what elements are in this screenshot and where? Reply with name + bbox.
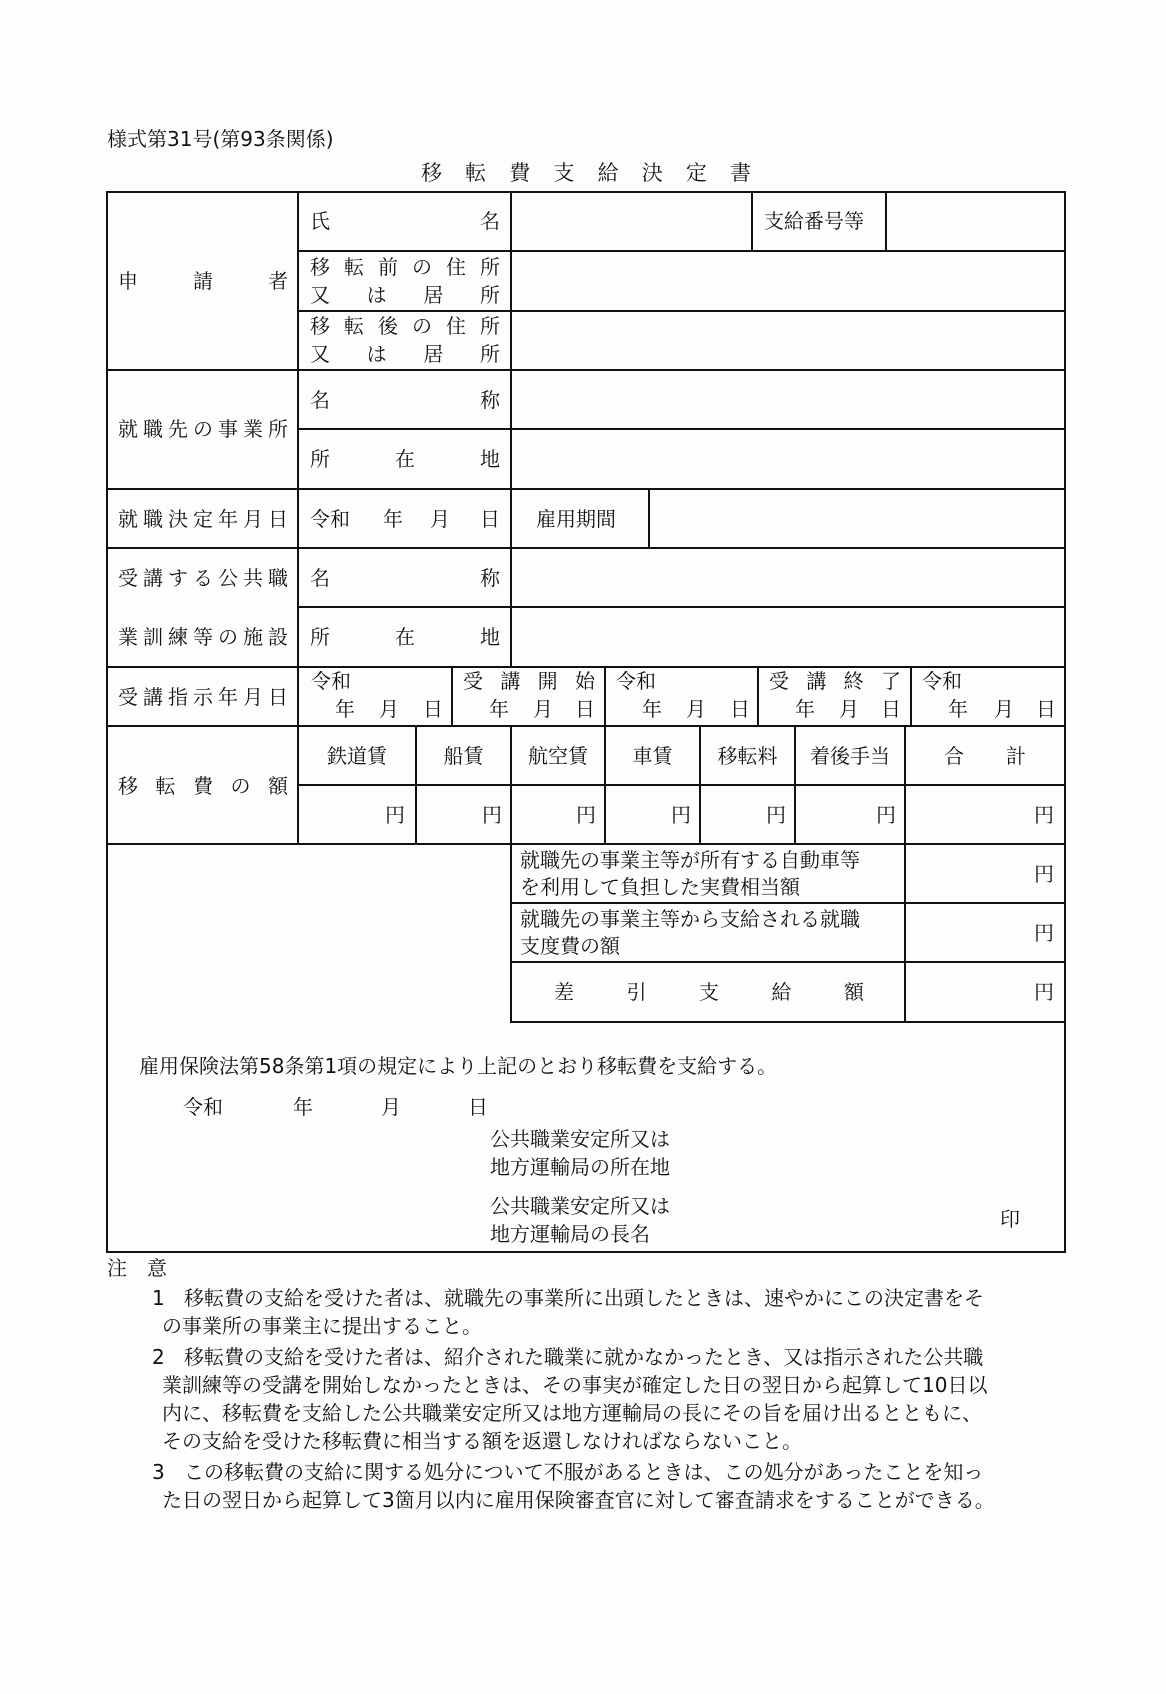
net-payment-amount-field[interactable]: 円 <box>1034 980 1054 1004</box>
divider <box>106 488 1066 490</box>
divider <box>510 488 512 549</box>
divider <box>106 547 1066 549</box>
ship-fare-amount-field[interactable]: 円 <box>482 803 502 827</box>
relocation-cost-label: 移 転 費 の 額 <box>118 774 288 798</box>
divider <box>510 902 1065 904</box>
training-instruction-date-label: 受 講 指 示 年 月 日 <box>118 685 288 709</box>
notes-heading: 注 意 <box>107 1256 167 1280</box>
divider <box>297 250 1065 252</box>
table-border-left <box>106 191 108 1253</box>
moving-fee-amount-field[interactable]: 円 <box>766 803 786 827</box>
preparation-allowance-label-line1: 就職先の事業主等から支給される就職 <box>520 907 860 931</box>
address-before-field[interactable] <box>516 258 1060 304</box>
decision-date-month: 月 <box>381 1095 401 1119</box>
employment-period-field[interactable] <box>654 496 1060 542</box>
seal-mark: 印 <box>1000 1207 1020 1231</box>
facility-location-field[interactable] <box>516 614 1060 660</box>
vehicle-expense-label-line1: 就職先の事業主等が所有する自動車等 <box>520 848 860 872</box>
column-header-total: 合 計 <box>944 744 1026 768</box>
divider <box>297 428 1065 430</box>
column-header-air-fare: 航空賃 <box>528 744 588 768</box>
employer-location-field[interactable] <box>516 436 1060 482</box>
divider <box>106 843 1066 845</box>
office-address-label-line1: 公共職業安定所又は <box>490 1127 670 1151</box>
employment-decision-date-label: 就 職 決 定 年 月 日 <box>118 507 288 531</box>
table-border-bottom <box>106 1251 1066 1253</box>
employer-section-label: 就 職 先 の 事 業 所 <box>118 417 288 441</box>
preparation-allowance-amount-field[interactable]: 円 <box>1034 921 1054 945</box>
column-header-vehicle-fare: 車賃 <box>632 744 673 768</box>
address-after-label-line1: 移 転 後 の 住 所 <box>310 314 500 338</box>
total-amount-field[interactable]: 円 <box>1034 803 1054 827</box>
air-fare-amount-field[interactable]: 円 <box>576 803 596 827</box>
arrival-allowance-amount-field[interactable]: 円 <box>876 803 896 827</box>
divider <box>751 191 753 251</box>
divider <box>510 1021 1065 1023</box>
decision-date-day: 日 <box>468 1095 488 1119</box>
training-facility-label-line2: 業 訓 練 等 の 施 設 <box>118 625 288 649</box>
vehicle-fare-amount-field[interactable]: 円 <box>671 803 691 827</box>
training-end-date-value[interactable]: 令和 年 月 日 <box>922 669 1056 721</box>
divider <box>510 191 512 489</box>
facility-name-label: 名 称 <box>310 566 500 590</box>
decision-statement: 雇用保険法第58条第1項の規定により上記のとおり移転費を支給する。 <box>139 1054 778 1078</box>
divider <box>648 488 650 549</box>
training-start-label: 受 講 開 始 <box>463 669 595 693</box>
divider <box>297 310 1065 312</box>
document-title: 移 転 費 支 給 決 定 書 <box>421 161 751 185</box>
facility-name-field[interactable] <box>516 555 1060 601</box>
training-end-date-field[interactable]: 受 講 終 了 年 月 日 <box>769 669 901 721</box>
divider <box>106 369 1066 371</box>
employer-name-label: 名 称 <box>310 388 500 412</box>
office-address-label-line2: 地方運輸局の所在地 <box>490 1155 670 1179</box>
instruction-date-field[interactable]: 令和 年 月 日 <box>311 669 443 721</box>
divider <box>106 725 1066 727</box>
training-facility-label-line1: 受 講 す る 公 共 職 <box>118 566 288 590</box>
office-head-label-line2: 地方運輸局の長名 <box>490 1222 650 1246</box>
name-label: 氏 名 <box>310 209 500 233</box>
address-after-field[interactable] <box>516 318 1060 364</box>
training-end-label: 受 講 終 了 <box>769 669 901 693</box>
divider <box>510 843 512 1022</box>
applicant-name-field[interactable] <box>516 200 748 246</box>
form-reference: 様式第31号(第93条関係) <box>107 127 334 151</box>
decision-date-era: 令和 <box>183 1095 223 1119</box>
vehicle-expense-amount-field[interactable]: 円 <box>1034 862 1054 886</box>
column-header-arrival-allowance: 着後手当 <box>810 744 890 768</box>
decision-date-year: 年 <box>293 1095 313 1119</box>
training-start-date-value[interactable]: 令和 年 月 日 <box>616 669 750 721</box>
address-before-label-line2: 又 は 居 所 <box>310 283 500 307</box>
divider <box>885 191 887 251</box>
divider <box>297 784 1065 786</box>
employer-name-field[interactable] <box>516 376 1060 422</box>
divider <box>510 961 1065 963</box>
applicant-section-label: 申 請 者 <box>118 269 288 293</box>
office-head-label-line1: 公共職業安定所又は <box>490 1194 670 1218</box>
column-header-ship-fare: 船賃 <box>443 744 484 768</box>
table-border-top <box>106 191 1066 193</box>
rail-fare-amount-field[interactable]: 円 <box>385 803 405 827</box>
payment-number-label: 支給番号等 <box>764 209 864 233</box>
vehicle-expense-label-line2: を利用して負担した実費相当額 <box>520 875 800 899</box>
address-after-label-line2: 又 は 居 所 <box>310 342 500 366</box>
training-start-date-field[interactable]: 受 講 開 始 年 月 日 <box>463 669 595 721</box>
preparation-allowance-label-line2: 支度費の額 <box>520 934 620 958</box>
address-before-label-line1: 移 転 前 の 住 所 <box>310 255 500 279</box>
facility-location-label: 所 在 地 <box>310 625 500 649</box>
net-payment-label: 差 引 支 給 額 <box>554 980 864 1004</box>
employer-location-label: 所 在 地 <box>310 447 500 471</box>
payment-number-field[interactable] <box>890 200 1060 246</box>
column-header-rail-fare: 鉄道賃 <box>327 744 387 768</box>
divider <box>297 606 1065 608</box>
employment-period-label: 雇用期間 <box>536 507 616 531</box>
table-border-right <box>1064 191 1066 1253</box>
column-header-moving-fee: 移転料 <box>717 744 778 768</box>
